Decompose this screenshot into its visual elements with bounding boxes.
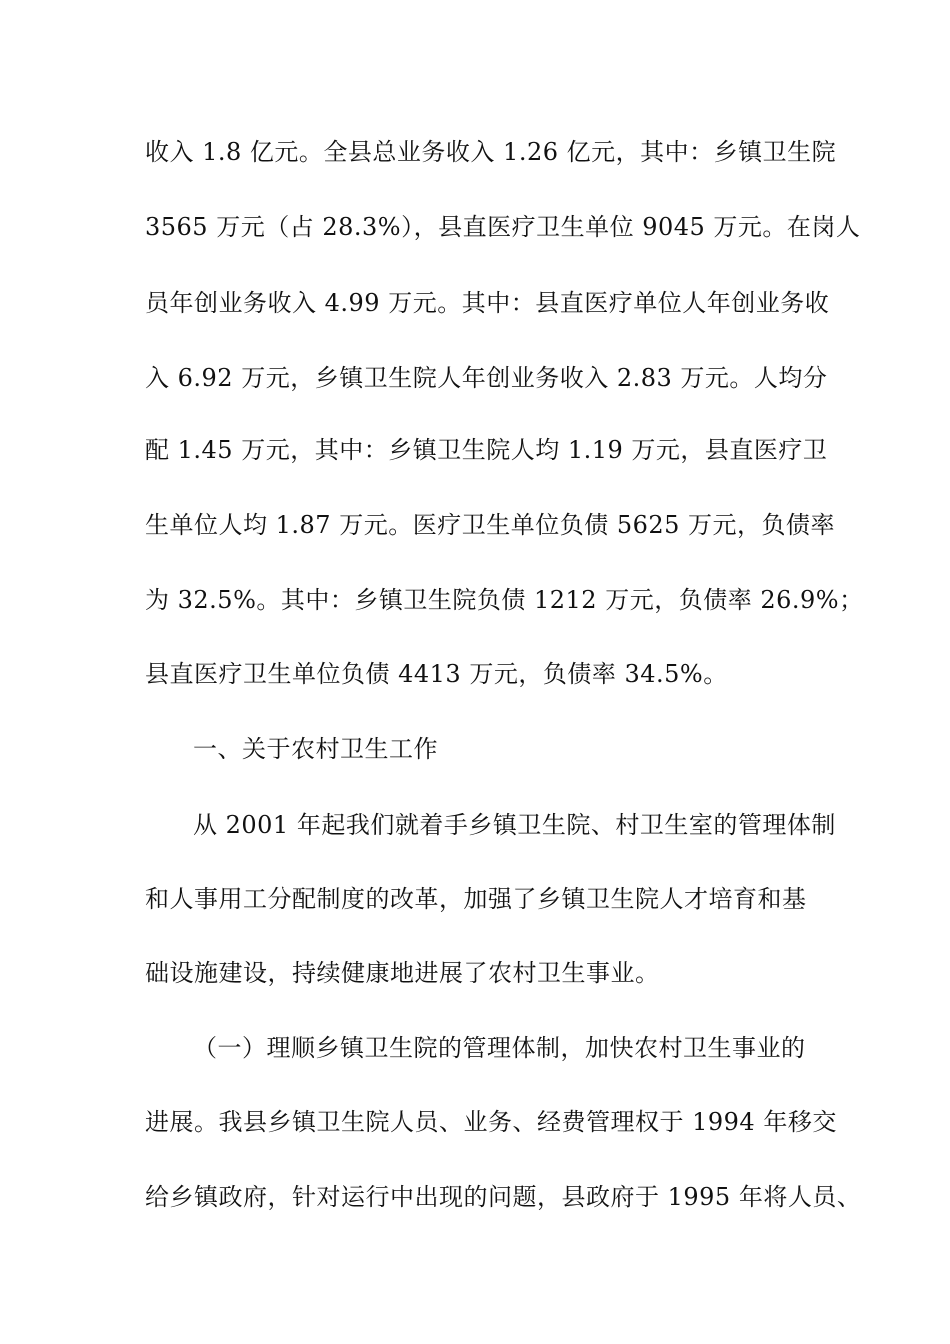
paragraph-line: 进展。我县乡镇卫生院人员、业务、经费管理权于 1994 年移交 bbox=[145, 1108, 837, 1136]
paragraph-line: 从 2001 年起我们就着手乡镇卫生院、村卫生室的管理体制 bbox=[193, 811, 836, 839]
paragraph-line: 入 6.92 万元，乡镇卫生院人年创业务收入 2.83 万元。人均分 bbox=[145, 364, 828, 392]
paragraph-line: 配 1.45 万元，其中：乡镇卫生院人均 1.19 万元，县直医疗卫 bbox=[145, 436, 828, 464]
paragraph-line: 员年创业务收入 4.99 万元。其中：县直医疗单位人年创业务收 bbox=[145, 289, 830, 317]
paragraph-line: 县直医疗卫生单位负债 4413 万元，负债率 34.5%。 bbox=[145, 660, 728, 688]
section-heading: 一、关于农村卫生工作 bbox=[193, 735, 438, 763]
paragraph-line: 3565 万元（占 28.3%），县直医疗卫生单位 9045 万元。在岗人 bbox=[145, 213, 861, 241]
paragraph-line: 和人事用工分配制度的改革，加强了乡镇卫生院人才培育和基 bbox=[145, 885, 807, 913]
paragraph-line: 础设施建设，持续健康地进展了农村卫生事业。 bbox=[145, 959, 660, 987]
paragraph-line: 为 32.5%。其中：乡镇卫生院负债 1212 万元，负债率 26.9%； bbox=[145, 586, 864, 614]
subsection-heading-line: （一）理顺乡镇卫生院的管理体制，加快农村卫生事业的 bbox=[193, 1034, 806, 1062]
paragraph-line: 给乡镇政府，针对运行中出现的问题，县政府于 1995 年将人员、 bbox=[145, 1183, 862, 1211]
paragraph-line: 生单位人均 1.87 万元。医疗卫生单位负债 5625 万元，负债率 bbox=[145, 511, 836, 539]
paragraph-line: 收入 1.8 亿元。全县总业务收入 1.26 亿元，其中：乡镇卫生院 bbox=[145, 138, 837, 166]
